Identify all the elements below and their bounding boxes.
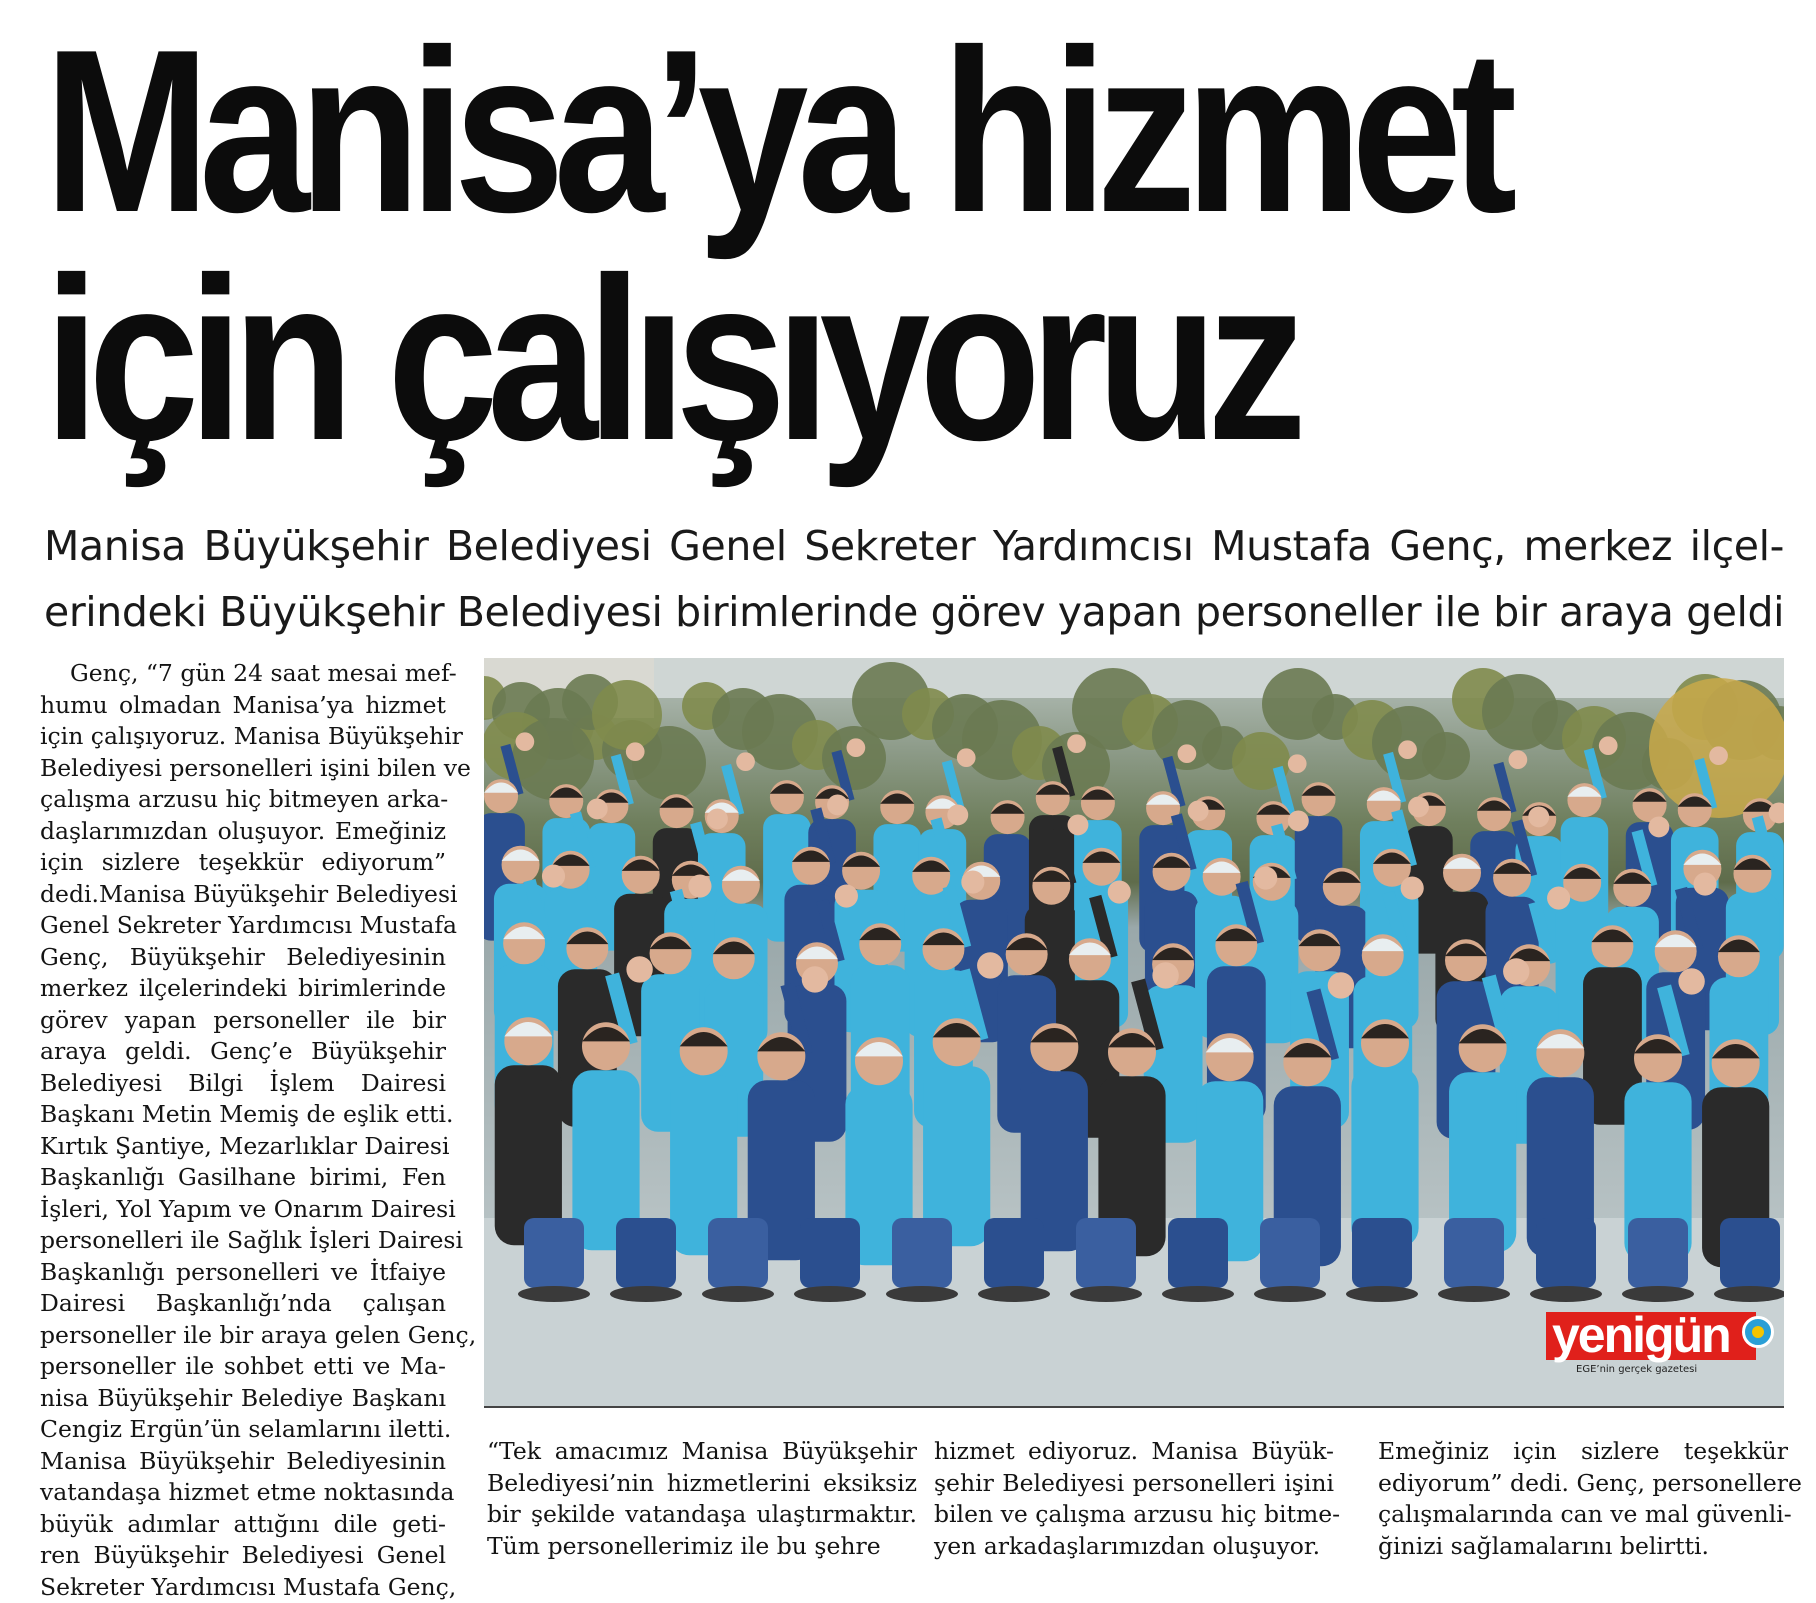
article-line: ediyorum” dedi. Genç, personellere (1378, 1468, 1788, 1500)
article-line: bir şekilde vatandaşa ulaştırmaktır. (487, 1499, 917, 1531)
photo-person-hand (1408, 796, 1429, 817)
logo-tagline: EGE’nin gerçek gazetesi (1576, 1364, 1697, 1375)
article-column-left (40, 658, 446, 1603)
photo-person-hand (1254, 867, 1277, 890)
photo-person-legs (708, 1218, 768, 1288)
photo-person-shoes (702, 1286, 774, 1302)
photo-person-shoes (1714, 1286, 1784, 1302)
logo-eye-icon (1742, 1316, 1774, 1348)
headline-line-2: için çalışıyoruz (44, 246, 1540, 474)
photo-person-hand (1599, 736, 1618, 755)
photo-person-hand (626, 956, 652, 982)
article-line: Emeğiniz için sizlere teşekkür (1378, 1436, 1788, 1468)
article-line: Kırtık Şantiye, Mezarlıklar Dairesi (40, 1131, 446, 1163)
photo-person-legs (1536, 1218, 1596, 1288)
photo-person-hand (961, 871, 984, 894)
photo-person-hand (1188, 800, 1209, 821)
article-line: humu olmadan Manisa’ya hizmet (40, 690, 446, 722)
photo-person-hand (1178, 744, 1197, 763)
article-line: Genç, Büyükşehir Belediyesinin (40, 942, 446, 974)
photo-person-legs (616, 1218, 676, 1288)
photo-person-legs (524, 1218, 584, 1288)
photo-person-hand (1108, 881, 1131, 904)
photo-person-legs (800, 1218, 860, 1288)
photo-person-shoes (610, 1286, 682, 1302)
article-line: personelleri ile Sağlık İşleri Dairesi (40, 1225, 446, 1257)
photo-person-shoes (886, 1286, 958, 1302)
headline (44, 18, 1784, 474)
photo-person-legs (892, 1218, 952, 1288)
photo-tree (592, 680, 662, 750)
article-line: personeller ile bir araya gelen Genç, (40, 1320, 446, 1352)
yenigun-logo (1546, 1312, 1791, 1386)
photo-person-hand (1401, 877, 1424, 900)
article-line: çalışmalarında can ve mal güvenli- (1378, 1499, 1788, 1531)
article-line: ğinizi sağlamalarını belirtti. (1378, 1531, 1788, 1563)
article-line: yen arkadaşlarımızdan oluşuyor. (934, 1531, 1334, 1563)
photo-person-shoes (1530, 1286, 1602, 1302)
photo-person-hand (957, 748, 976, 767)
article-line: Genel Sekreter Yardımcısı Mustafa (40, 910, 446, 942)
photo-person-hand (688, 875, 711, 898)
logo-wordmark: yenigün (1552, 1308, 1730, 1362)
photo-person-legs (984, 1218, 1044, 1288)
photo-person-hand (736, 752, 755, 771)
article-line: Manisa Büyükşehir Belediyesinin (40, 1446, 446, 1478)
article-line: hizmet ediyoruz. Manisa Büyük- (934, 1436, 1334, 1468)
article-line: Başkanlığı Gasilhane birimi, Fen (40, 1162, 446, 1194)
article-line: “Tek amacımız Manisa Büyükşehir (487, 1436, 917, 1468)
photo-person-hand (626, 742, 645, 761)
photo-person-legs (1628, 1218, 1688, 1288)
photo-person-legs (1260, 1218, 1320, 1288)
article-line: personeller ile sohbet etti ve Ma- (40, 1351, 446, 1383)
photo-person-hand (542, 865, 565, 888)
article-line: merkez ilçelerindeki birimlerinde (40, 973, 446, 1005)
photo-tree (512, 718, 594, 800)
photo-person-shoes (1622, 1286, 1694, 1302)
photo-person-hand (1503, 958, 1529, 984)
subheadline-line-1: Manisa Büyükşehir Belediyesi Genel Sekreter Yardımcısı Mustafa Genç, merkez ilçel- (44, 513, 1784, 579)
photo-person-shoes (978, 1286, 1050, 1302)
article-column-bottom-3 (1378, 1436, 1788, 1562)
photo-person-hand (1152, 962, 1178, 988)
photo-person-shoes (794, 1286, 866, 1302)
article-line: Dairesi Başkanlığı’nda çalışan (40, 1288, 446, 1320)
photo-person-hand (1067, 734, 1086, 753)
photo-person-hand (587, 798, 608, 819)
photo-person-hand (1509, 750, 1528, 769)
article-line: Başkanı Metin Memiş de eşlik etti. (40, 1099, 446, 1131)
subheadline-line-2: erindeki Büyükşehir Belediyesi birimlerinde görev yapan personeller ile bir araya geldi (44, 579, 1784, 645)
photo-person-hand (1547, 887, 1570, 910)
photo-person-hand (947, 804, 968, 825)
article-line: büyük adımlar attığını dile geti- (40, 1509, 446, 1541)
article-column-bottom-1 (487, 1436, 917, 1562)
photo-person-shoes (1162, 1286, 1234, 1302)
headline-line-1: Manisa’ya hizmet (44, 18, 1540, 246)
photo-person-shoes (1254, 1286, 1326, 1302)
article-line: ren Büyükşehir Belediyesi Genel (40, 1540, 446, 1572)
photo-person-shoes (1070, 1286, 1142, 1302)
photo-person-hand (1648, 816, 1669, 837)
article-line: araya geldi. Genç’e Büyükşehir (40, 1036, 446, 1068)
photo-person-hand (1068, 814, 1089, 835)
article-line: dedi.Manisa Büyükşehir Belediyesi (40, 879, 446, 911)
photo-person-hand (707, 808, 728, 829)
article-line: için sizlere teşekkür ediyorum” (40, 847, 446, 879)
photo-person-hand (1398, 740, 1417, 759)
photo-person-hand (1328, 972, 1354, 998)
photo-person-hand (1694, 873, 1717, 896)
article-line: Sekreter Yardımcısı Mustafa Genç, (40, 1572, 446, 1603)
group-photo-crowd (484, 658, 1784, 1406)
article-line: Tüm personellerimiz ile bu şehre (487, 1531, 917, 1563)
article-line: çalışma arzusu hiç bitmeyen arka- (40, 784, 446, 816)
article-line: Belediyesi Bilgi İşlem Dairesi (40, 1068, 446, 1100)
photo-person-hand (827, 794, 848, 815)
article-line: Belediyesi personelleri işini bilen ve (40, 753, 446, 785)
photo-person-hand (516, 732, 535, 751)
article-line: İşleri, Yol Yapım ve Onarım Dairesi (40, 1194, 446, 1226)
article-line: görev yapan personeller ile bir (40, 1005, 446, 1037)
photo-person-shoes (1346, 1286, 1418, 1302)
photo-person-hand (835, 885, 858, 908)
article-line: şehir Belediyesi personelleri işini (934, 1468, 1334, 1500)
photo-person-hand (1709, 746, 1728, 765)
article-line: Belediyesi’nin hizmetlerini eksiksiz (487, 1468, 917, 1500)
photo-person-legs (1076, 1218, 1136, 1288)
photo-person-hand (1678, 968, 1704, 994)
group-photo (484, 658, 1784, 1408)
article-line: Cengiz Ergün’ün selamlarını iletti. (40, 1414, 446, 1446)
article-line: nisa Büyükşehir Belediye Başkanı (40, 1383, 446, 1415)
photo-person-hand (847, 738, 866, 757)
article-line: Başkanlığı personelleri ve İtfaiye (40, 1257, 446, 1289)
photo-person-shoes (518, 1286, 590, 1302)
photo-person-hand (977, 952, 1003, 978)
photo-person-hand (1528, 806, 1549, 827)
photo-person-legs (1444, 1218, 1504, 1288)
article-column-bottom-2 (934, 1436, 1334, 1562)
article-line: daşlarımızdan oluşuyor. Emeğiniz (40, 816, 446, 848)
article-line: vatandaşa hizmet etme noktasında (40, 1477, 446, 1509)
subheadline (44, 513, 1784, 645)
article-line: bilen ve çalışma arzusu hiç bitme- (934, 1499, 1334, 1531)
photo-person-legs (1168, 1218, 1228, 1288)
photo-tree (1422, 732, 1470, 780)
article-line: için çalışıyoruz. Manisa Büyükşehir (40, 721, 446, 753)
photo-person-hand (1288, 810, 1309, 831)
photo-person-hand (1288, 754, 1307, 773)
photo-person-hand (802, 966, 828, 992)
photo-person-shoes (1438, 1286, 1510, 1302)
photo-person-legs (1352, 1218, 1412, 1288)
photo-person-legs (1720, 1218, 1780, 1288)
article-line: Genç, “7 gün 24 saat mesai mef- (40, 658, 446, 690)
